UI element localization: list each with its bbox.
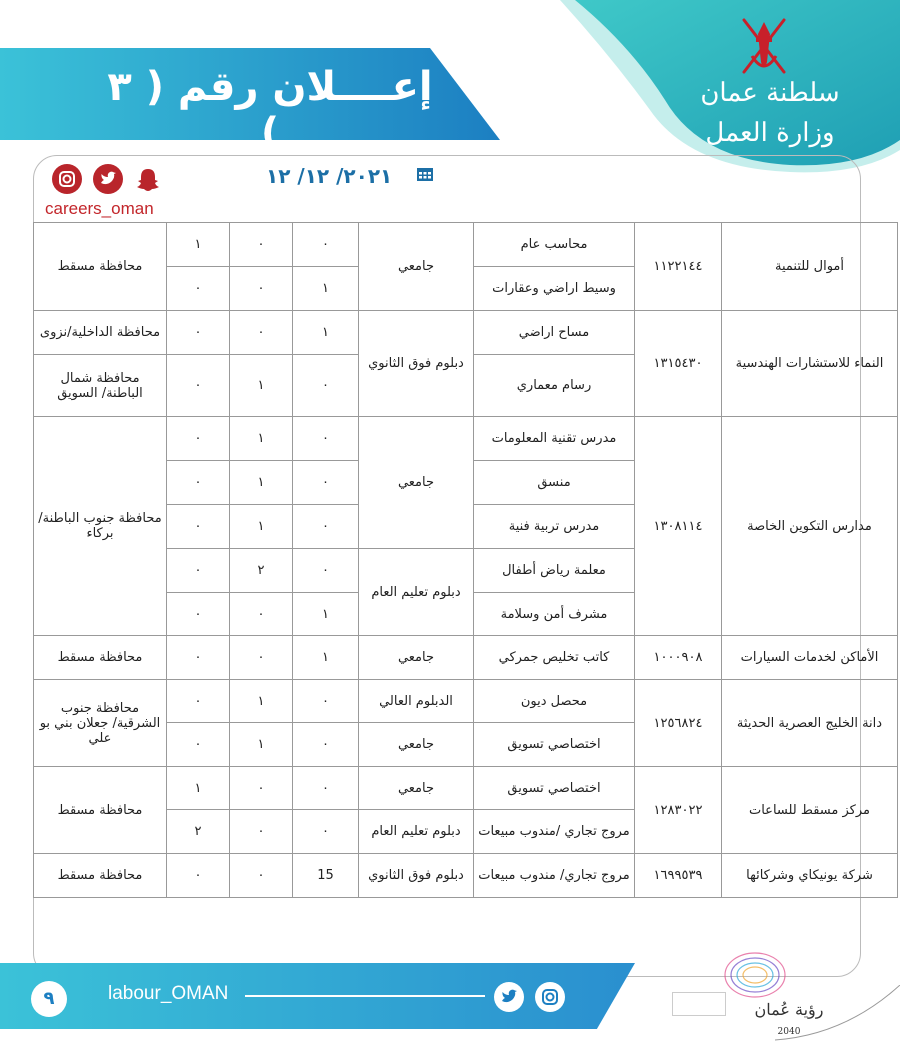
calendar-icon bbox=[416, 166, 434, 182]
vision-name: رؤية عُمان bbox=[754, 1000, 824, 1019]
table-row bbox=[34, 680, 898, 723]
count-cell: ٠ bbox=[167, 417, 230, 461]
region-cell: محافظة مسقط bbox=[34, 854, 167, 898]
jobs-table bbox=[33, 222, 898, 898]
count-cell: ١ bbox=[230, 723, 293, 767]
region-cell: محافظة جنوب الباطنة/ بركاء bbox=[34, 417, 167, 636]
job-title-cell: منسق bbox=[474, 461, 635, 505]
count-cell: ١ bbox=[293, 636, 359, 680]
job-title-cell: مروج تجاري /مندوب مبيعات bbox=[474, 810, 635, 854]
registration-number-cell: ١٦٩٩٥٣٩ bbox=[635, 854, 722, 898]
company-cell: شركة يونيكاي وشركائها bbox=[722, 854, 898, 898]
registration-number-cell: ١٣٠٨١١٤ bbox=[635, 417, 722, 636]
careers-handle: careers_oman bbox=[45, 199, 154, 218]
count-cell: ٠ bbox=[293, 810, 359, 854]
count-cell: ٠ bbox=[293, 223, 359, 267]
count-cell: ٠ bbox=[293, 355, 359, 417]
job-title-cell: معلمة رياض أطفال bbox=[474, 549, 635, 593]
count-cell: ١ bbox=[167, 767, 230, 810]
qualification-cell: جامعي bbox=[359, 767, 474, 810]
company-cell: الأماكن لخدمات السيارات bbox=[722, 636, 898, 680]
registration-number-cell: ١٠٠٠٩٠٨ bbox=[635, 636, 722, 680]
company-cell: مركز مسقط للساعات bbox=[722, 767, 898, 854]
count-cell: ٠ bbox=[293, 461, 359, 505]
company-cell: مدارس التكوين الخاصة bbox=[722, 417, 898, 636]
count-cell: ٠ bbox=[293, 723, 359, 767]
company-cell: دانة الخليج العصرية الحديثة bbox=[722, 680, 898, 767]
qualification-cell: جامعي bbox=[359, 636, 474, 680]
company-cell: أموال للتنمية bbox=[722, 223, 898, 311]
registration-number-cell: ١٢٨٣٠٢٢ bbox=[635, 767, 722, 854]
company-cell: النماء للاستشارات الهندسية bbox=[722, 311, 898, 417]
count-cell: ٠ bbox=[230, 767, 293, 810]
footer-curve-decoration bbox=[775, 985, 900, 1049]
table-row bbox=[34, 311, 898, 355]
job-title-cell: مروج تجاري/ مندوب مبيعات bbox=[474, 854, 635, 898]
count-cell: ٠ bbox=[167, 311, 230, 355]
count-cell: ٠ bbox=[293, 767, 359, 810]
job-title-cell: مشرف أمن وسلامة bbox=[474, 593, 635, 636]
footer-twitter-icon[interactable] bbox=[494, 982, 524, 1012]
count-cell: ١ bbox=[167, 223, 230, 267]
count-cell: ١ bbox=[230, 505, 293, 549]
count-cell: ٢ bbox=[230, 549, 293, 593]
count-cell: ٢ bbox=[167, 810, 230, 854]
count-cell: ٠ bbox=[167, 723, 230, 767]
qualification-cell: جامعي bbox=[359, 223, 474, 311]
job-title-cell: وسيط اراضي وعقارات bbox=[474, 267, 635, 311]
registration-number-cell: ١٢٥٦٨٢٤ bbox=[635, 680, 722, 767]
vision-year: 2040 bbox=[777, 1027, 801, 1037]
table-row bbox=[34, 223, 898, 267]
count-cell: ٠ bbox=[167, 355, 230, 417]
region-cell: محافظة شمال الباطنة/ السويق bbox=[34, 355, 167, 417]
count-cell: ١ bbox=[293, 267, 359, 311]
region-cell: محافظة جنوب الشرقية/ جعلان بني بو علي bbox=[34, 680, 167, 767]
region-cell: محافظة مسقط bbox=[34, 767, 167, 854]
job-title-cell: مساح اراضي bbox=[474, 311, 635, 355]
qualification-cell: جامعي bbox=[359, 723, 474, 767]
region-cell: محافظة الداخلية/نزوى bbox=[34, 311, 167, 355]
count-cell: ٠ bbox=[167, 680, 230, 723]
job-title-cell: رسام معماري bbox=[474, 355, 635, 417]
table-row bbox=[34, 636, 898, 680]
count-cell: ١ bbox=[293, 593, 359, 636]
job-title-cell: مدرس تقنية المعلومات bbox=[474, 417, 635, 461]
count-cell: ٠ bbox=[230, 267, 293, 311]
page-number: ٩ bbox=[31, 981, 67, 1017]
qualification-cell: دبلوم فوق الثانوي bbox=[359, 311, 474, 417]
count-cell: ٠ bbox=[167, 593, 230, 636]
ministry-name-line1: سلطنة عمان bbox=[700, 78, 840, 108]
count-cell: ٠ bbox=[293, 549, 359, 593]
count-cell: ٠ bbox=[293, 505, 359, 549]
count-cell: ٠ bbox=[230, 593, 293, 636]
count-cell: ٠ bbox=[167, 636, 230, 680]
qualification-cell: دبلوم تعليم العام bbox=[359, 549, 474, 636]
count-cell: ٠ bbox=[230, 311, 293, 355]
qualification-cell: دبلوم فوق الثانوي bbox=[359, 854, 474, 898]
count-cell: 15 bbox=[293, 854, 359, 898]
count-cell: ٠ bbox=[230, 810, 293, 854]
table-row bbox=[34, 417, 898, 461]
registration-number-cell: ١١٢٢١٤٤ bbox=[635, 223, 722, 311]
count-cell: ٠ bbox=[167, 267, 230, 311]
count-cell: ١ bbox=[230, 355, 293, 417]
footer-instagram-icon[interactable] bbox=[535, 982, 565, 1012]
region-cell: محافظة مسقط bbox=[34, 636, 167, 680]
announcement-date: ٢٠٢١/ ١٢/ ١٢ bbox=[266, 164, 393, 188]
job-title-cell: اختصاصي تسويق bbox=[474, 767, 635, 810]
oman-emblem-icon bbox=[734, 14, 794, 80]
partner-logo-icon bbox=[672, 992, 726, 1016]
job-title-cell: محاسب عام bbox=[474, 223, 635, 267]
registration-number-cell: ١٣١٥٤٣٠ bbox=[635, 311, 722, 417]
instagram-icon[interactable] bbox=[52, 164, 82, 194]
count-cell: ١ bbox=[230, 461, 293, 505]
qualification-cell: دبلوم تعليم العام bbox=[359, 810, 474, 854]
job-title-cell: محصل ديون bbox=[474, 680, 635, 723]
count-cell: ٠ bbox=[167, 461, 230, 505]
qualification-cell: جامعي bbox=[359, 417, 474, 549]
count-cell: ٠ bbox=[167, 549, 230, 593]
qualification-cell: الدبلوم العالي bbox=[359, 680, 474, 723]
count-cell: ٠ bbox=[230, 223, 293, 267]
count-cell: ١ bbox=[230, 417, 293, 461]
job-title-cell: اختصاصي تسويق bbox=[474, 723, 635, 767]
announcement-title: إعــــلان رقم ( ٣ ) bbox=[107, 64, 433, 156]
count-cell: ١ bbox=[293, 311, 359, 355]
ministry-name-line2: وزارة العمل bbox=[705, 118, 835, 148]
count-cell: ٠ bbox=[167, 854, 230, 898]
count-cell: ١ bbox=[230, 680, 293, 723]
footer-divider bbox=[245, 995, 485, 997]
snapchat-icon[interactable] bbox=[133, 164, 163, 194]
count-cell: ٠ bbox=[167, 505, 230, 549]
job-title-cell: مدرس تربية فنية bbox=[474, 505, 635, 549]
twitter-icon[interactable] bbox=[93, 164, 123, 194]
count-cell: ٠ bbox=[293, 417, 359, 461]
labour-handle: labour_OMAN bbox=[108, 983, 229, 1004]
table-row bbox=[34, 854, 898, 898]
job-title-cell: كاتب تخليص جمركي bbox=[474, 636, 635, 680]
count-cell: ٠ bbox=[230, 854, 293, 898]
count-cell: ٠ bbox=[230, 636, 293, 680]
region-cell: محافظة مسقط bbox=[34, 223, 167, 311]
count-cell: ٠ bbox=[293, 680, 359, 723]
table-row bbox=[34, 767, 898, 810]
